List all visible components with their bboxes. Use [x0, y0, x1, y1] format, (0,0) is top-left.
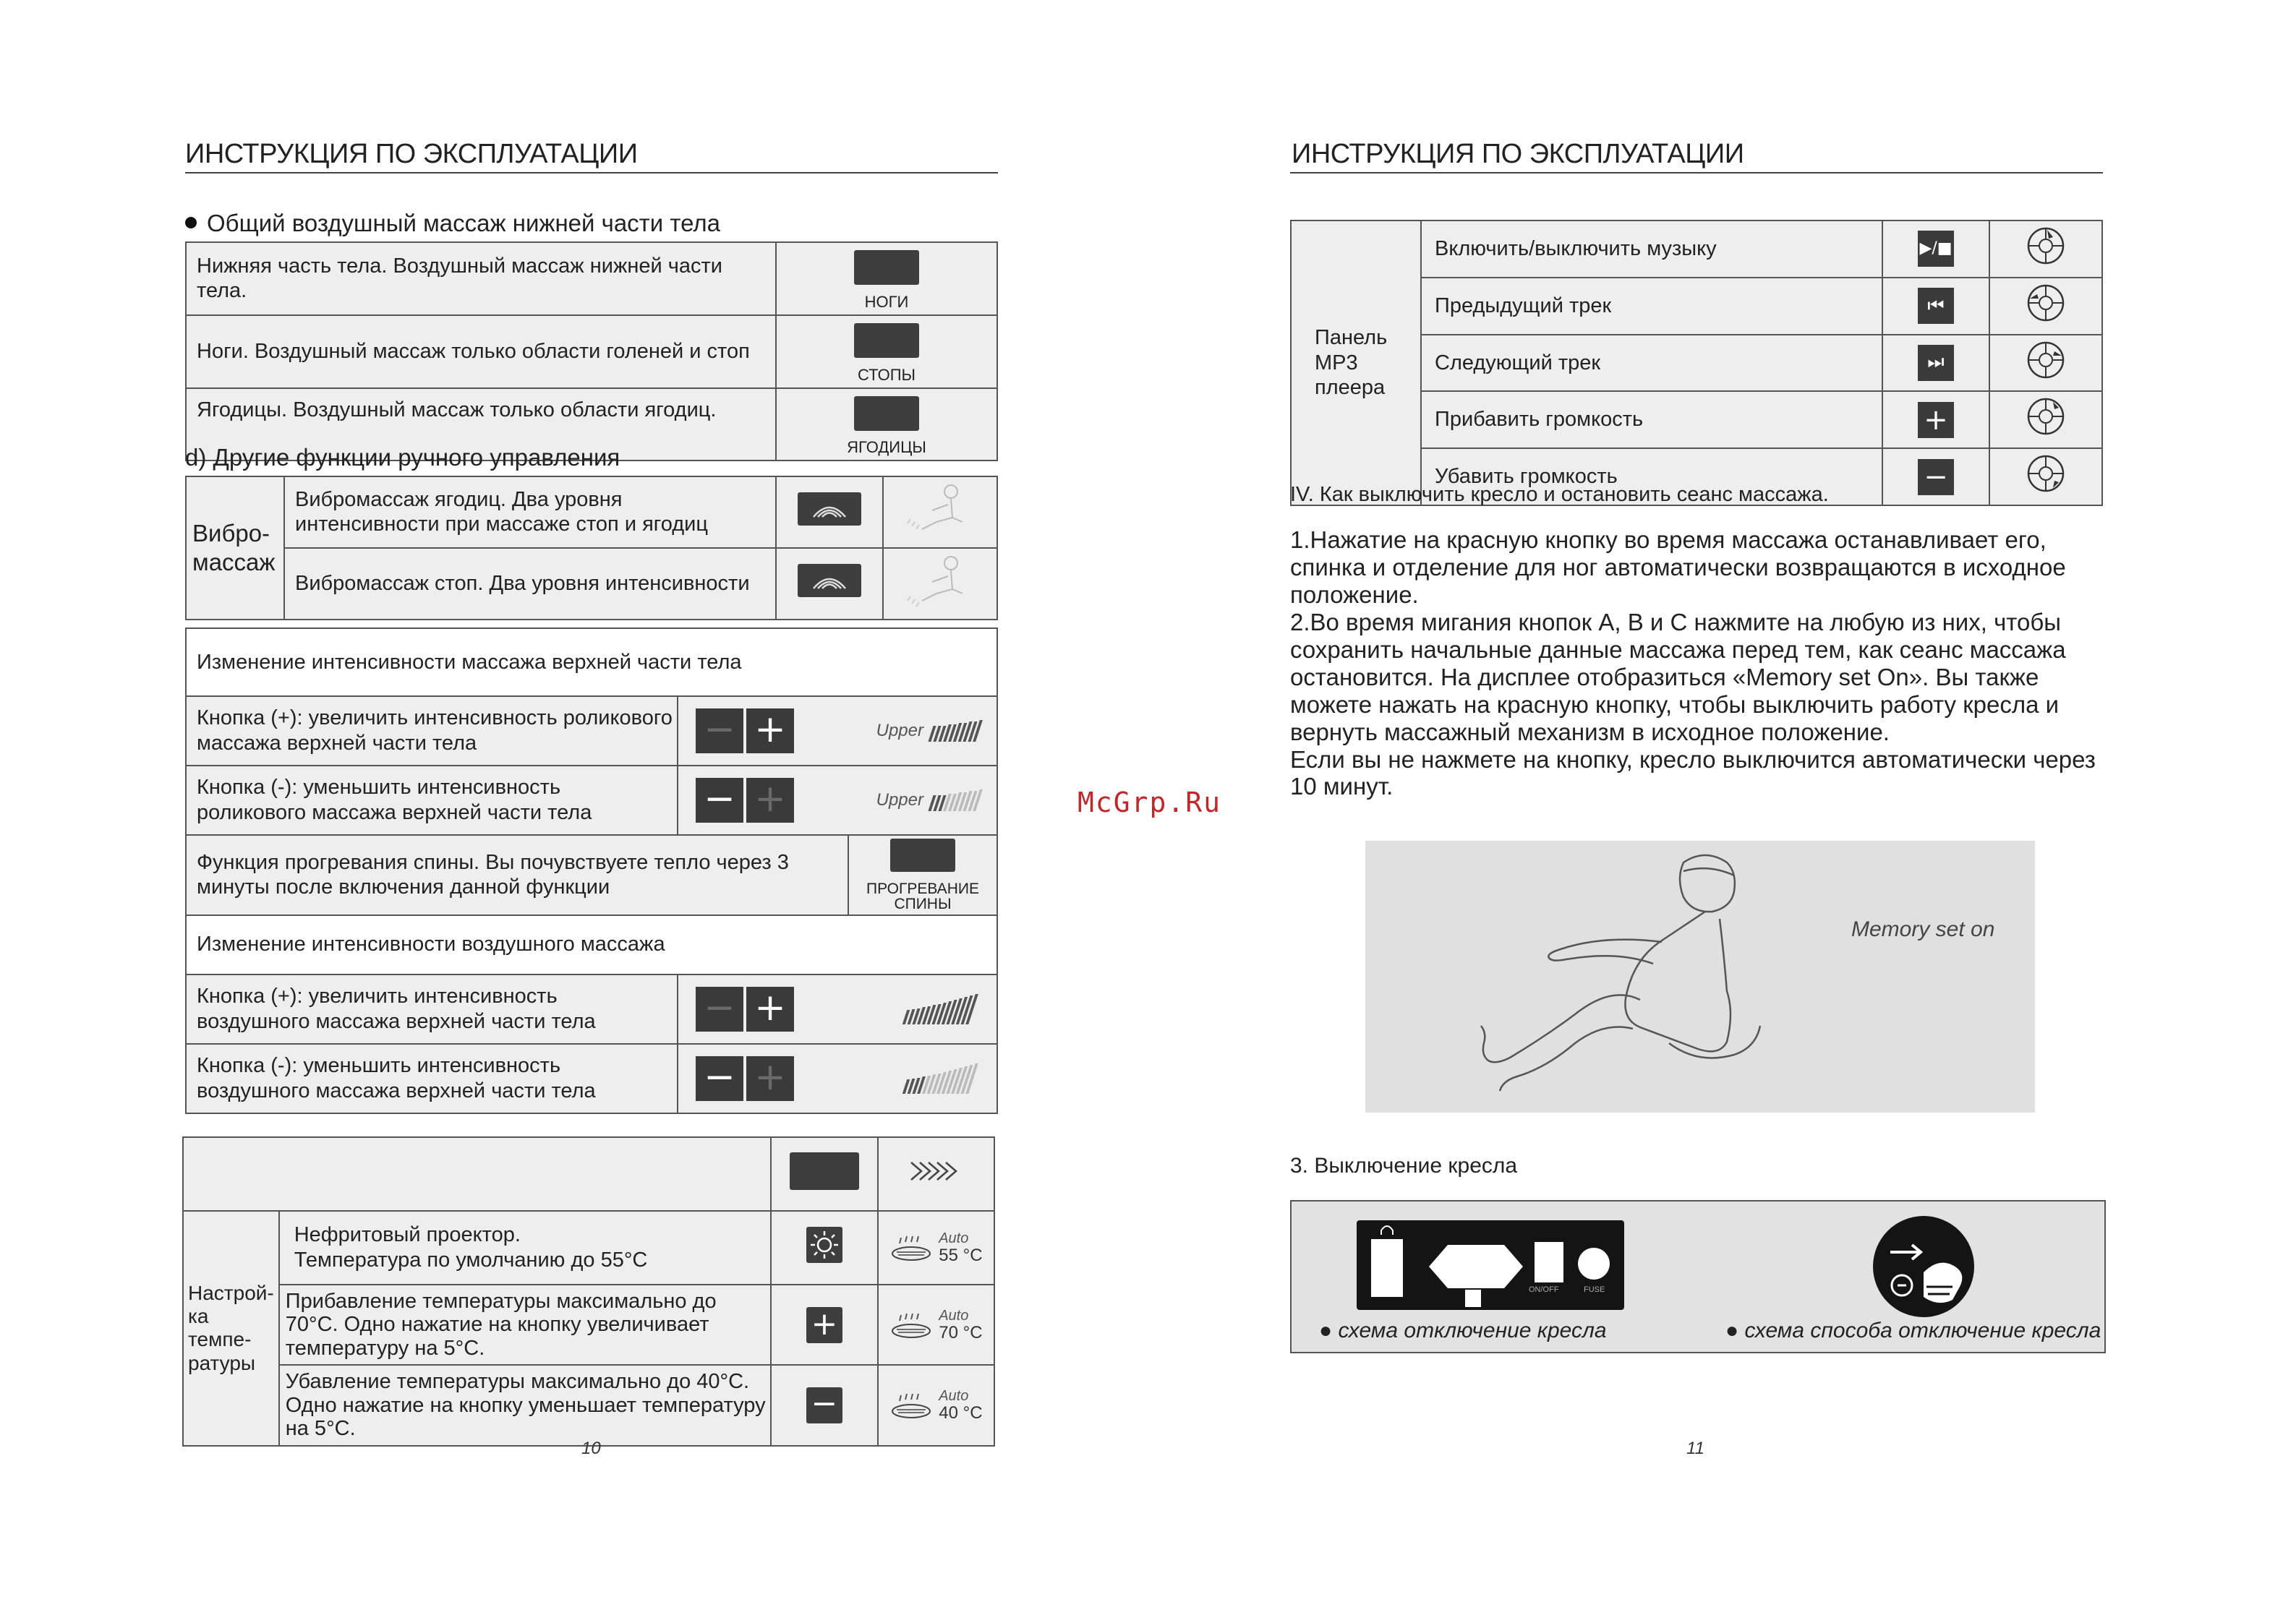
mp3-row-next-remote-cell: [1989, 335, 2102, 392]
remote-dial-icon: [2026, 283, 2066, 323]
feet-button-label: СТОПЫ: [857, 365, 916, 384]
jade-button-cell: [771, 1137, 878, 1211]
auto-label: Auto: [939, 1307, 969, 1324]
temperature-header-blank: [183, 1137, 771, 1211]
back-heat-text: Функция прогревания спины. Вы почувствуете тепло через 3 минуты после включения данной функции: [186, 835, 848, 915]
jade-row-text: Нефритовый проектор. Температура по умолчанию до 55°C: [279, 1211, 771, 1285]
buttocks-row-text: Ягодицы. Воздушный массаж только области ягодиц.: [186, 388, 776, 461]
vibration-feet-button[interactable]: [798, 564, 861, 597]
memory-caption: Memory set on: [1851, 917, 1995, 941]
right-title-rule: [1290, 172, 2103, 174]
remote-dial-icon: [2026, 453, 2066, 494]
paragraph-line: положение.: [1290, 581, 1419, 608]
watermark: McGrp.Ru: [1077, 787, 1222, 818]
jade-projector-button[interactable]: [790, 1152, 859, 1190]
paragraph-line: сохранить начальные данные массажа перед тем, как сеанс массажа: [1290, 635, 2066, 663]
mp3-row-voldown-button-cell: [1882, 448, 1989, 505]
buttocks-button[interactable]: [854, 396, 919, 431]
temperature-table: [182, 1136, 995, 1447]
right-page-number: 11: [1686, 1439, 1704, 1458]
power-switch-panel: [1357, 1220, 1624, 1310]
air-minus-controls: [678, 1044, 997, 1113]
mp3-row-volup-remote-cell: [1989, 391, 2102, 448]
temp-unit: °C: [963, 1403, 983, 1423]
on-off-switch[interactable]: [1535, 1242, 1563, 1282]
seated-figure-icon: [900, 481, 980, 536]
on-off-label: ON/OFF: [1529, 1285, 1559, 1294]
vibration-buttocks-figure-cell: [883, 476, 997, 548]
minus-icon[interactable]: −: [1918, 459, 1954, 495]
sun-button[interactable]: [806, 1227, 842, 1263]
vibration-feet-figure-cell: [883, 548, 997, 620]
auto-label: Auto: [939, 1388, 969, 1405]
vibration-feet-button-cell: [776, 548, 883, 620]
legs-row-text: Ноги. Воздушный массаж только области голеней и стоп: [186, 315, 776, 388]
minus-button[interactable]: −: [696, 708, 743, 753]
left-page-title: ИНСТРУКЦИЯ ПО ЭКСПЛУАТАЦИИ: [185, 139, 638, 169]
auto-label: Auto: [939, 1230, 969, 1246]
plus-button[interactable]: +: [746, 778, 794, 823]
temp-plus-button[interactable]: +: [806, 1307, 842, 1343]
mp3-row-volup-text: Прибавить громкость: [1421, 391, 1882, 448]
mp3-row-play-button-cell: [1882, 220, 1989, 278]
roller-minus-button-pair: [696, 778, 794, 823]
temperature-group-label: Настрой- ка темпе- ратуры: [183, 1211, 279, 1446]
heating-stone-icon: [889, 1391, 934, 1420]
left-page-number: 10: [581, 1439, 601, 1458]
paragraph-line: Если вы не нажмете на кнопку, кресло выключится автоматически через: [1290, 745, 2096, 773]
paragraph-line: можете нажать на красную кнопку, чтобы выключить работу кресла и: [1290, 690, 2060, 718]
temp-value-70: 70: [939, 1322, 958, 1342]
upper-label: Upper: [876, 720, 923, 740]
mp3-row-voldown-remote-cell: [1989, 448, 2102, 505]
air-minus-text: Кнопка (-): уменьшить интенсивность воздушного массажа верхней части тела: [186, 1044, 678, 1113]
mp3-row-play-remote-cell: [1989, 220, 2102, 278]
mp3-panel-table: [1290, 220, 2103, 506]
fuse-holder[interactable]: [1578, 1248, 1610, 1280]
plus-button[interactable]: +: [746, 1056, 794, 1101]
upper-intensity-meter-full: [931, 720, 979, 742]
vibration-wave-icon: [798, 564, 861, 597]
temp-plus-row-text: Прибавление температуры максимально до 70°C. Одно нажатие на кнопку увеличивает температуру на 5°C.: [279, 1285, 771, 1365]
remote-dial-icon: [2026, 226, 2066, 266]
arrows-cell: [878, 1137, 994, 1211]
feet-button[interactable]: [854, 323, 919, 358]
minus-button[interactable]: −: [696, 778, 743, 823]
roller-plus-text: Кнопка (+): увеличить интенсивность роликового массажа верхней части тела: [186, 696, 678, 766]
air-plus-button-pair: [696, 987, 794, 1032]
bullet-icon: [185, 217, 197, 228]
back-heat-button-cell: [848, 835, 997, 915]
upper-label: Upper: [876, 789, 923, 810]
buttocks-button-cell: [776, 388, 997, 461]
air-intensity-meter-full: [905, 994, 973, 1024]
headphone-jack[interactable]: [1371, 1239, 1403, 1297]
roller-minus-text: Кнопка (-): уменьшить интенсивность роликового массажа верхней части тела: [186, 766, 678, 835]
back-heat-button-label: ПРОГРЕВАНИЕ СПИНЫ: [866, 880, 979, 912]
left-title-rule: [185, 172, 998, 174]
lower-air-table: [185, 241, 998, 461]
air-intensity-meter-low: [905, 1063, 973, 1094]
section-3-heading: 3. Выключение кресла: [1290, 1154, 1518, 1178]
temp-value-40: 40: [939, 1403, 958, 1423]
mp3-row-prev-remote-cell: [1989, 278, 2102, 335]
remote-dial-icon: [2026, 340, 2066, 380]
roller-minus-controls: [678, 766, 997, 835]
temp-indicator-55: [878, 1211, 994, 1285]
air-plus-controls: [678, 975, 997, 1044]
air-minus-button-pair: [696, 1056, 794, 1101]
fuse-label: FUSE: [1584, 1285, 1605, 1294]
sun-button-cell: [771, 1211, 878, 1285]
plus-button[interactable]: +: [746, 708, 794, 753]
mp3-row-next-button-cell: [1882, 335, 1989, 392]
minus-button[interactable]: −: [696, 987, 743, 1032]
paragraph-line: 2.Во время мигания кнопок А, В и С нажмите на любую из них, чтобы: [1290, 608, 2061, 635]
remote-dial-icon: [2026, 396, 2066, 437]
feet-button-cell: [776, 315, 997, 388]
temp-minus-row-text: Убавление температуры максимально до 40°C. Одно нажатие на кнопку уменьшает температуру на 5°C.: [279, 1365, 771, 1445]
plus-button[interactable]: +: [746, 987, 794, 1032]
unplug-icon: [1873, 1216, 1974, 1317]
headphone-icon: [1378, 1223, 1396, 1238]
heating-stone-icon: [889, 1233, 934, 1262]
next-track-icon[interactable]: ⏭: [1918, 345, 1954, 381]
vibration-wave-icon: [798, 492, 861, 526]
air-plus-text: Кнопка (+): увеличить интенсивность воздушного массажа верхней части тела: [186, 975, 678, 1044]
vibration-table: [185, 476, 998, 620]
previous-track-icon[interactable]: ⏮: [1918, 288, 1954, 324]
paragraph-line: вернуть массажный механизм в исходное положение.: [1290, 718, 1890, 745]
mp3-row-volup-button-cell: [1882, 391, 1989, 448]
legs-button[interactable]: [854, 250, 919, 285]
power-panel: [1290, 1200, 2106, 1353]
mp3-panel-label: Панель MP3 плеера: [1291, 220, 1421, 505]
temp-minus-button-cell: [771, 1365, 878, 1445]
mp3-row-prev-button-cell: [1882, 278, 1989, 335]
sun-icon: [806, 1227, 842, 1263]
paragraph-line: спинка и отделение для ног автоматически возвращаются в исходное: [1290, 553, 2066, 581]
mp3-row-play-text: Включить/выключить музыку: [1421, 220, 1882, 278]
play-pause-icon[interactable]: ▶/■: [1918, 231, 1954, 267]
right-page-title: ИНСТРУКЦИЯ ПО ЭКСПЛУАТАЦИИ: [1292, 139, 1744, 169]
section-iv-heading: IV. Как выключить кресло и остановить сеанс массажа.: [1290, 483, 1829, 506]
paragraph-line: 1.Нажатие на красную кнопку во время массажа останавливает его,: [1290, 526, 2047, 553]
lower-air-heading: Общий воздушный массаж нижней части тела: [185, 210, 720, 237]
paragraph-line: 10 минут.: [1290, 773, 1394, 800]
mp3-row-prev-text: Предыдущий трек: [1421, 278, 1882, 335]
vibration-group-label: Вибро- массаж: [186, 476, 284, 620]
mp3-row-voldown-text: Убавить громкость: [1421, 448, 1882, 505]
vibration-buttocks-text: Вибромассаж ягодиц. Два уровня интенсивности при массаже стоп и ягодиц: [284, 476, 776, 548]
temp-unit: °C: [963, 1322, 983, 1342]
memory-illustration: [1365, 841, 2035, 1113]
upper-intensity-meter-low: [931, 789, 979, 811]
power-connector[interactable]: [1429, 1245, 1523, 1288]
chevrons-icon: [907, 1158, 965, 1184]
mp3-row-next-text: Следующий трек: [1421, 335, 1882, 392]
vibration-buttocks-button-cell: [776, 476, 883, 548]
upper-intensity-header: Изменение интенсивности массажа верхней части тела: [186, 628, 997, 696]
temp-value-55: 55: [939, 1245, 958, 1265]
lower-body-row-text: Нижняя часть тела. Воздушный массаж нижней части тела.: [186, 242, 776, 315]
temp-indicator-70: [878, 1285, 994, 1365]
temp-indicator-40: [878, 1365, 994, 1445]
paragraph-line: остановится. На дисплее отобразиться «Memory set On». Вы также: [1290, 663, 2039, 690]
vibration-feet-text: Вибромассаж стоп. Два уровня интенсивности: [284, 548, 776, 620]
other-functions-heading: d) Другие функции ручного управления: [185, 444, 620, 471]
caption-right: ● схема способа отключение кресла: [1725, 1319, 2101, 1342]
intensity-table: [185, 627, 998, 1114]
legs-button-cell: [776, 242, 997, 315]
unplug-illustration: [1873, 1216, 1974, 1317]
temp-unit: °C: [963, 1245, 983, 1265]
heating-stone-icon: [889, 1311, 934, 1340]
roller-plus-controls: [678, 696, 997, 766]
legs-button-label: НОГИ: [864, 292, 909, 311]
vibration-buttocks-button[interactable]: [798, 492, 861, 526]
plus-icon[interactable]: +: [1918, 402, 1954, 438]
connector-stem: [1465, 1290, 1481, 1307]
seated-figure-icon: [900, 553, 980, 608]
caption-left: ● схема отключение кресла: [1319, 1319, 1607, 1342]
temp-plus-button-cell: [771, 1285, 878, 1365]
air-intensity-header: Изменение интенсивности воздушного массажа: [186, 915, 997, 975]
back-heat-button[interactable]: [890, 839, 955, 872]
minus-button[interactable]: −: [696, 1056, 743, 1101]
temp-minus-button[interactable]: −: [806, 1387, 842, 1423]
seated-person-illustration: [1365, 841, 2035, 1113]
buttocks-button-label: ЯГОДИЦЫ: [847, 438, 926, 457]
shutdown-instructions: [1290, 526, 2151, 800]
roller-plus-button-pair: [696, 708, 794, 753]
